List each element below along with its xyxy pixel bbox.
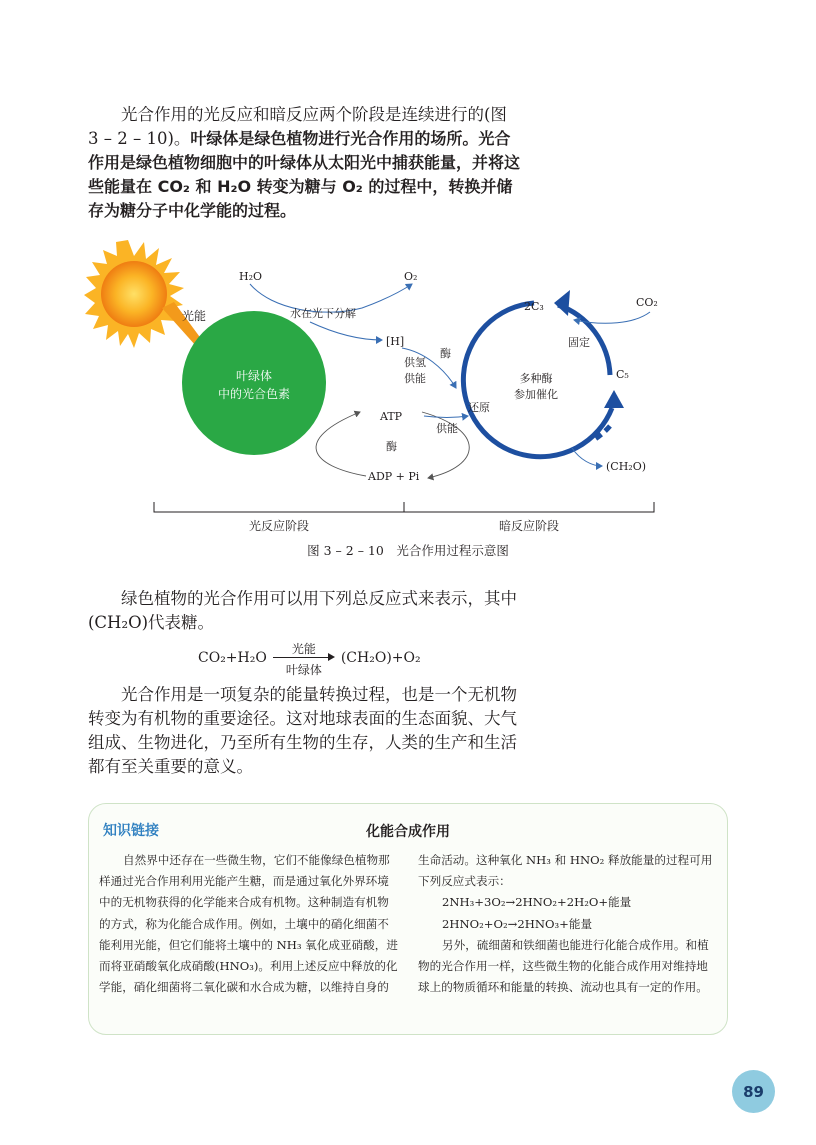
multi-enzyme-label-2: 参加催化 <box>514 388 558 401</box>
supply-energy-label: 供能 <box>436 422 458 435</box>
significance-text: 光合作用是一项复杂的能量转换过程，也是一个无机物转变为有机物的重要途径。这对地球表面的生态面貌、大气组成、生物进化，乃至所有生物的生存，人类的生产和生活都有至关重要的意义。 <box>88 685 517 776</box>
adp-label: ADP + Pi <box>368 470 420 483</box>
multi-enzyme-label-1: 多种酶 <box>519 372 553 385</box>
supply-h-label-2: 供能 <box>404 372 426 385</box>
c5-label: C₅ <box>616 368 629 381</box>
equation-intro-paragraph <box>88 587 520 635</box>
equation-left: CO₂+H₂O <box>198 650 267 666</box>
stage-bracket <box>154 502 654 512</box>
knowledge-right-text-2: 另外，硫细菌和铁细菌也能进行化能合成作用。和植物的光合作用一样，这些微生物的化能合成作用对维持地球上的物质循环和能量的转换、流动也具有一定的作用。 <box>418 937 709 995</box>
equation-arrow <box>273 640 335 676</box>
water-split-label: 水在光下分解 <box>290 307 356 320</box>
enzyme-mid-label: 酶 <box>386 440 397 453</box>
equation-intro-text: 绿色植物的光合作用可以用下列总反应式来表示，其中(CH₂O)代表糖。 <box>88 589 517 632</box>
dark-stage-label: 暗反应阶段 <box>498 519 560 533</box>
h2o-label: H₂O <box>239 270 263 283</box>
co2-arrow <box>574 312 650 323</box>
sun-icon <box>84 240 184 348</box>
chloroplast-label-2: 中的光合色素 <box>217 387 291 401</box>
co2-label: CO₂ <box>636 296 658 309</box>
knowledge-right-text: 生命活动。这种氧化 NH₃ 和 HNO₂ 释放能量的过程可用下列反应式表示： <box>418 853 713 889</box>
knowledge-link-title: 化能合成作用 <box>366 824 450 840</box>
knowledge-link-box <box>88 803 728 1035</box>
light-energy-label: 光能 <box>182 309 207 323</box>
cycle-arrow-head-top <box>554 290 570 316</box>
chloroplast-circle <box>182 311 326 455</box>
atp-to-cycle-arrow <box>424 416 468 418</box>
cycle-arrow-head-right <box>604 390 624 408</box>
chloroplast-label-1: 叶绿体 <box>235 369 273 383</box>
c3-label: 2C₃ <box>524 300 544 313</box>
page-number: 89 <box>732 1070 775 1113</box>
fix-label: 固定 <box>568 336 590 349</box>
significance-paragraph <box>88 683 520 779</box>
reduce-label: 还原 <box>468 401 490 414</box>
atp-label: ATP <box>380 410 403 423</box>
equation-below: 叶绿体 <box>285 663 322 677</box>
intro-bold-text: 叶绿体是绿色植物进行光合作用的场所。光合作用是绿色植物细胞中的叶绿体从太阳光中捕获能量，并将这些能量在 CO₂ 和 H₂O 转变为糖与 O₂ 的过程中，转换并储存为糖分子中化学能的过程。 <box>88 129 521 220</box>
ch2o-label: (CH₂O) <box>606 460 647 473</box>
o2-label: O₂ <box>404 270 418 283</box>
knowledge-left-text: 自然界中还存在一些微生物，它们不能像绿色植物那样通过光合作用利用光能产生糖，而是通过氧化外界环境中的无机物获得的化学能来合成有机物。这种制造有机物的方式，称为化能合成作用。例如，土壤中的硝化细菌不能利用光能，但它们能将土壤中的 NH₃ 氧化成亚硝酸，进而将亚硝酸氧化成硝酸(HNO₃)。利用上述反应中释放的化学能，硝化细菌将二氧化碳和水合成为糖，以维持自身的 <box>99 853 398 995</box>
photosynthesis-diagram <box>84 240 684 540</box>
adp-to-atp-arrow <box>316 412 366 476</box>
reaction-1: 2NH₃+3O₂→2HNO₂+2H₂O+能量 <box>442 895 632 910</box>
photosynthesis-equation <box>198 640 421 676</box>
knowledge-link-tag: 知识链接 <box>103 823 159 839</box>
intro-plain-text: 光合作用的光反应和暗反应两个阶段是连续进行的(图 3 – 2 – 10)。 <box>88 105 507 148</box>
ch2o-arrow <box>572 448 602 466</box>
h-arrow <box>310 322 382 340</box>
equation-above: 光能 <box>291 642 316 656</box>
knowledge-right-column <box>418 850 718 998</box>
figure-caption: 图 3 – 2 – 10 光合作用过程示意图 <box>307 543 509 558</box>
reaction-2: 2HNO₂+O₂→2HNO₃+能量 <box>442 916 593 931</box>
h-label: [H] <box>386 335 405 348</box>
supply-h-label-1: 供氢 <box>404 356 426 369</box>
light-stage-label: 光反应阶段 <box>248 519 310 533</box>
knowledge-left-column <box>99 850 399 998</box>
equation-right: (CH₂O)+O₂ <box>340 650 421 666</box>
enzyme-top-label: 酶 <box>440 347 451 360</box>
intro-paragraph <box>88 103 520 223</box>
